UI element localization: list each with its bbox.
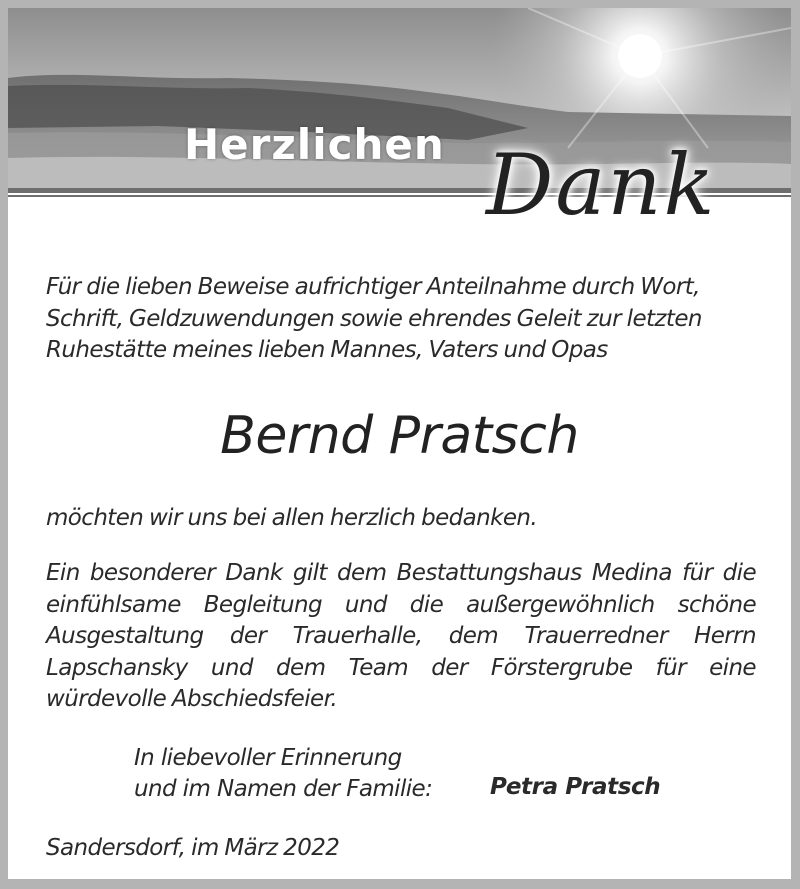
thanks-line: möchten wir uns bei allen herzlich bedanken. (46, 505, 538, 531)
header-banner (8, 8, 791, 238)
closing-line-2: und im Namen der Familie: (134, 776, 433, 802)
signer-name: Petra Pratsch (490, 774, 661, 800)
special-thanks-paragraph: Ein besonderer Dank gilt dem Bestattungshaus Medina für die einfühlsame Begleitung und die außergewöhnlich schöne Ausgestaltung der Trauerhalle, dem Trauerredner Herrn Lapschansky und dem Team der Förstergrube für eine würdevolle Abschiedsfeier. (46, 560, 756, 712)
closing-line-1: In liebevoller Erinnerung (134, 745, 402, 771)
title-herzlichen: Herzlichen (184, 120, 445, 169)
title-dank: Dank (486, 136, 717, 234)
deceased-name: Bernd Pratsch (220, 406, 579, 466)
intro-paragraph: Für die lieben Beweise aufrichtiger Anteilnahme durch Wort, Schrift, Geldzuwendungen sowie ehrendes Geleit zur letzten Ruhestätte meines lieben Mannes, Vaters und Opas (46, 274, 702, 363)
closing-block (134, 743, 432, 805)
obituary-card (8, 8, 791, 879)
place-date: Sandersdorf, im März 2022 (46, 835, 340, 861)
